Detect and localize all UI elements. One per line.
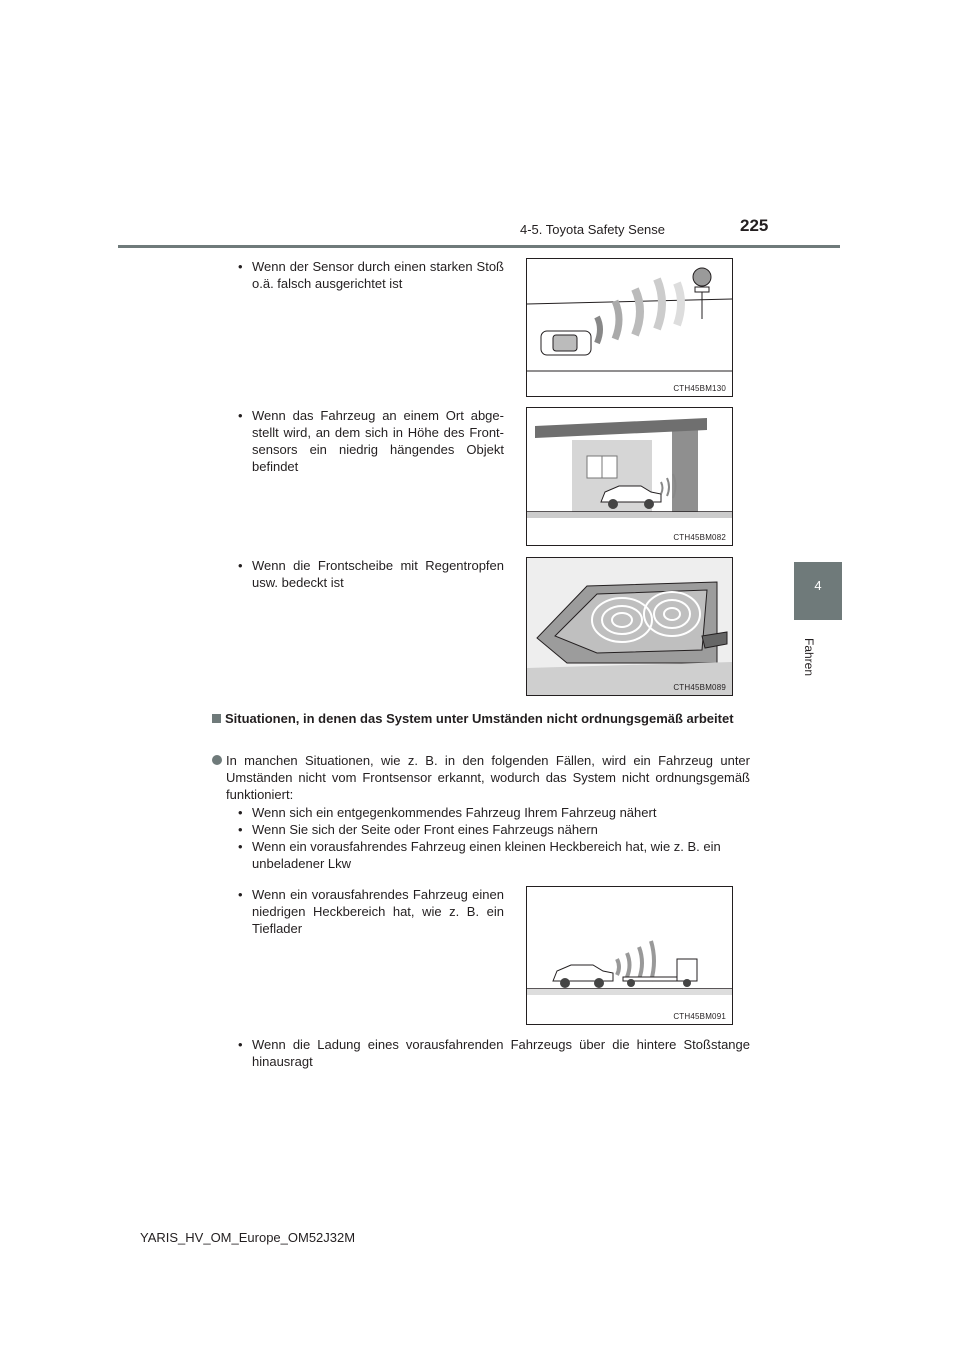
footer-document-id: YARIS_HV_OM_Europe_OM52J32M — [140, 1230, 356, 1245]
section-heading-text: Situationen, in denen das System unter Umständen nicht ordnungsgemäß arbeitet — [225, 711, 734, 726]
figure-misaligned-sensor — [526, 258, 733, 397]
bullet-marker: • — [238, 259, 243, 274]
chapter-label-wrap — [780, 638, 840, 678]
list-item-text: Wenn sich ein entgegenkommendes Fahrzeug Ihrem Fahrzeug nähert — [252, 805, 657, 820]
chapter-number: 4 — [814, 578, 822, 593]
list-item — [238, 557, 504, 591]
section-heading — [212, 710, 752, 728]
low-hanging-object-icon — [527, 408, 732, 545]
list-item — [238, 1036, 750, 1070]
misaligned-sensor-icon — [527, 259, 732, 396]
figure-code: CTH45BM130 — [673, 384, 726, 393]
bullet-marker: • — [238, 408, 243, 423]
list-item — [238, 407, 504, 475]
list-item — [238, 821, 750, 838]
list-item-text: Wenn ein vorausfahrendes Fahrzeug einen kleinen Heckbereich hat, wie z. B. ein unbeladener Lkw — [252, 839, 721, 871]
bullet-marker: • — [238, 839, 243, 854]
list-item-text: Wenn Sie sich der Seite oder Front eines Fahrzeugs nähern — [252, 822, 598, 837]
low-trailer-icon — [527, 887, 732, 1024]
chapter-tab — [794, 562, 842, 620]
figure-code: CTH45BM091 — [673, 1012, 726, 1021]
header-divider — [118, 245, 840, 248]
rain-windshield-icon — [527, 558, 732, 695]
page-number: 225 — [740, 216, 769, 235]
list-item-text: Wenn die Ladung eines vorausfahrenden Fahrzeugs über die hintere Stoßstange hinausragt — [252, 1037, 750, 1069]
list-item — [238, 886, 504, 937]
list-item — [238, 258, 504, 292]
paragraph — [212, 752, 750, 803]
figure-code: CTH45BM082 — [673, 533, 726, 542]
bullet-marker: • — [238, 1037, 243, 1052]
list-item-text: Wenn das Fahrzeug an einem Ort abgestellt wird, an dem sich in Höhe des Frontsensors ein niedrig hängendes Objekt befindet — [252, 408, 504, 474]
bullet-marker: • — [238, 805, 243, 820]
bullet-marker: • — [238, 887, 243, 902]
bullet-list — [238, 804, 750, 872]
figure-rain-windshield — [526, 557, 733, 696]
bullet-marker: • — [238, 558, 243, 573]
square-bullet-icon — [212, 714, 221, 723]
list-item — [238, 804, 750, 821]
header-section-title: 4-5. Toyota Safety Sense — [520, 222, 666, 237]
list-item-text: Wenn ein vorausfahrendes Fahrzeug einen niedrigen Heckbereich hat, wie z. B. ein Tieflader — [252, 887, 504, 936]
bullet-marker: • — [238, 822, 243, 837]
figure-low-trailer — [526, 886, 733, 1025]
figure-code: CTH45BM089 — [673, 683, 726, 692]
list-item-text: Wenn die Frontscheibe mit Regentropfen usw. bedeckt ist — [252, 558, 504, 590]
circle-bullet-icon — [212, 755, 222, 765]
chapter-label: Fahren — [802, 638, 816, 677]
list-item — [238, 838, 750, 872]
figure-low-hanging-object — [526, 407, 733, 546]
paragraph-text: In manchen Situationen, wie z. B. in den folgenden Fällen, wird ein Fahrzeug unter Umständen nicht vom Frontsensor erkannt, wodurch das System nicht ordnungsgemäß funktioniert: — [226, 753, 750, 802]
list-item-text: Wenn der Sensor durch einen starken Stoß o.ä. falsch ausgerichtet ist — [252, 259, 504, 291]
